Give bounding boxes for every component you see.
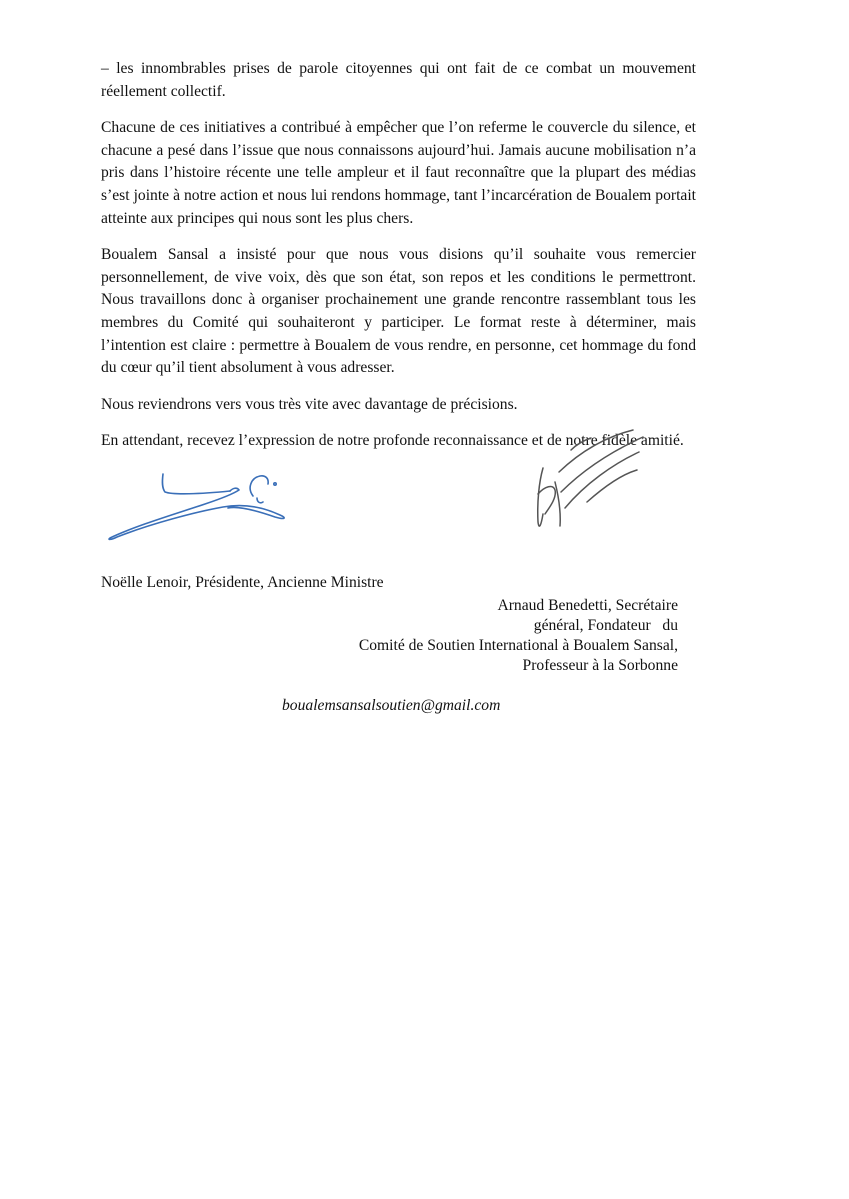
signature-benedetti — [525, 422, 660, 537]
paragraph-mobilisation: – les innombrables prises de parole citoyennes qui ont fait de ce combat un mouvement réellement collectif. — [101, 60, 696, 100]
paragraph-closing: En attendant, recevez l’expression de notre profonde reconnaissance et de notre fidèle amitié. — [101, 432, 684, 450]
paragraph-thanks: Boualem Sansal a insisté pour que nous vous disions qu’il souhaite vous remercier personnellement, de vive voix, dès que son état, son repos et les conditions le permettront. Nous travaillons donc à organiser prochainement une grande rencontre rassemblant tous les membres du Comité qui souhaiteront y participer. Le format reste à déterminer, mais l’intention est claire : permettre à Boualem de vous rendre, en personne, cet hommage du fond du cœur qu’il tient absolument à vous adresser. — [101, 246, 696, 377]
signer-benedetti-line: Professeur à la Sorbonne — [522, 657, 678, 674]
signer-lenoir: Noëlle Lenoir, Présidente, Ancienne Ministre — [101, 574, 384, 591]
paragraph-initiatives: Chacune de ces initiatives a contribué à empêcher que l’on referme le couvercle du silence, et chacune a pesé dans l’issue que nous connaissons aujourd’hui. Jamais aucune mobilisation n’a pris dans l’histoire récente une telle ampleur et il faut reconnaître que la plupart des médias s’est jointe à notre action et nous lui rendons hommage, tant l’incarcération de Boualem portait atteinte aux principes qui nous sont les plus chers. — [101, 119, 696, 227]
signer-benedetti-line: Comité de Soutien International à Boualem Sansal, — [358, 637, 678, 654]
signature-lenoir — [105, 462, 305, 547]
contact-email: boualemsansalsoutien@gmail.com — [282, 697, 501, 714]
letter-body — [101, 58, 696, 467]
signer-benedetti-line: général, Fondateur du — [533, 617, 678, 634]
signer-benedetti — [340, 596, 678, 676]
paragraph-followup: Nous reviendrons vers vous très vite avec davantage de précisions. — [101, 395, 518, 413]
signer-benedetti-line: Arnaud Benedetti, Secrétaire — [497, 597, 678, 614]
